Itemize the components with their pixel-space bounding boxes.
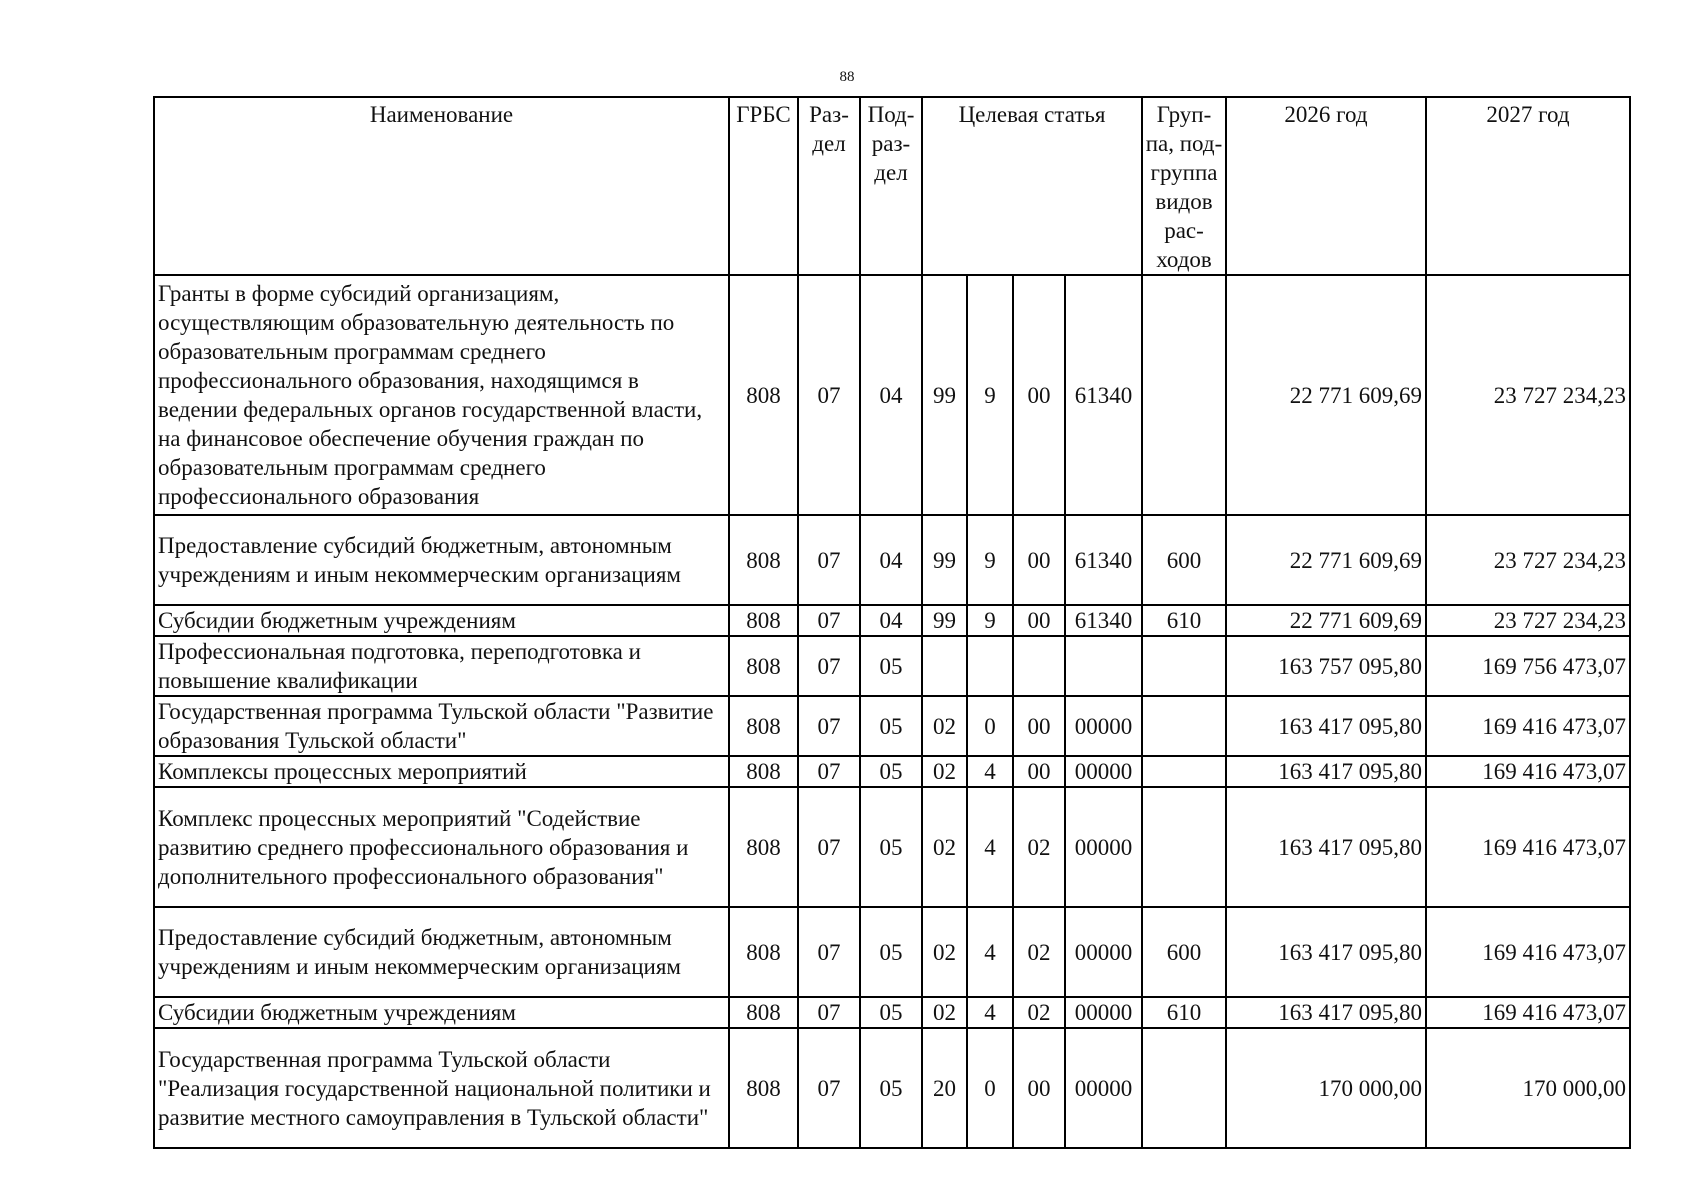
- row-cs-program: 02: [922, 756, 967, 787]
- row-podrazdel: 05: [860, 907, 922, 997]
- row-razdel: 07: [798, 605, 860, 636]
- row-cs-direction: [1065, 636, 1142, 696]
- row-cs-element: 02: [1013, 997, 1065, 1028]
- table-row: [154, 636, 1630, 696]
- row-amount-2027: 170 000,00: [1426, 1028, 1630, 1148]
- row-amount-2027: 23 727 234,23: [1426, 275, 1630, 515]
- header-vid-rashodov: Груп- па, под- группа видов рас- ходов: [1142, 97, 1226, 275]
- row-grbs: 808: [729, 907, 798, 997]
- page-number: 88: [839, 69, 855, 85]
- table-row: [154, 787, 1630, 907]
- row-cs-type: 0: [967, 1028, 1013, 1148]
- row-cs-element: 00: [1013, 1028, 1065, 1148]
- row-vid-rashodov: 600: [1142, 907, 1226, 997]
- row-name: Субсидии бюджетным учреждениям: [154, 605, 729, 636]
- row-name: Субсидии бюджетным учреждениям: [154, 997, 729, 1028]
- row-cs-program: 02: [922, 907, 967, 997]
- header-name: Наименование: [154, 97, 729, 275]
- row-amount-2026: 163 417 095,80: [1226, 907, 1426, 997]
- table-row: [154, 515, 1630, 605]
- row-amount-2027: 169 416 473,07: [1426, 696, 1630, 756]
- row-cs-type: 4: [967, 997, 1013, 1028]
- row-cs-program: [922, 636, 967, 696]
- row-cs-direction: 00000: [1065, 787, 1142, 907]
- table-header-row: [154, 97, 1630, 275]
- row-cs-type: 4: [967, 907, 1013, 997]
- table-row: [154, 605, 1630, 636]
- row-cs-program: 02: [922, 696, 967, 756]
- row-podrazdel: 04: [860, 275, 922, 515]
- row-podrazdel: 05: [860, 787, 922, 907]
- row-vid-rashodov: 610: [1142, 605, 1226, 636]
- row-cs-direction: 61340: [1065, 515, 1142, 605]
- row-amount-2027: 169 416 473,07: [1426, 907, 1630, 997]
- row-vid-rashodov: [1142, 1028, 1226, 1148]
- row-cs-element: [1013, 636, 1065, 696]
- row-cs-element: 00: [1013, 605, 1065, 636]
- table-row: [154, 275, 1630, 515]
- row-name: Государственная программа Тульской области "Реализация государственной национальной политики и развитие местного самоуправления в Тульской области": [154, 1028, 729, 1148]
- header-podrazdel: Под- раз- дел: [860, 97, 922, 275]
- row-name: Комплекс процессных мероприятий "Содействие развитию среднего профессионального образования и дополнительного профессионального образования": [154, 787, 729, 907]
- header-grbs: ГРБС: [729, 97, 798, 275]
- table-row: [154, 756, 1630, 787]
- row-cs-direction: 00000: [1065, 1028, 1142, 1148]
- row-cs-element: 00: [1013, 756, 1065, 787]
- row-razdel: 07: [798, 1028, 860, 1148]
- row-cs-type: 4: [967, 787, 1013, 907]
- row-podrazdel: 05: [860, 756, 922, 787]
- row-grbs: 808: [729, 787, 798, 907]
- header-razdel: Раз- дел: [798, 97, 860, 275]
- row-cs-direction: 00000: [1065, 756, 1142, 787]
- header-year-2027: 2027 год: [1426, 97, 1630, 275]
- row-amount-2027: 23 727 234,23: [1426, 515, 1630, 605]
- row-cs-element: 00: [1013, 515, 1065, 605]
- row-name: Предоставление субсидий бюджетным, автономным учреждениям и иным некоммерческим организациям: [154, 907, 729, 997]
- table-body: [154, 275, 1630, 1148]
- row-cs-program: 20: [922, 1028, 967, 1148]
- row-cs-program: 02: [922, 787, 967, 907]
- row-amount-2027: 169 416 473,07: [1426, 997, 1630, 1028]
- row-amount-2026: 163 417 095,80: [1226, 696, 1426, 756]
- budget-table: [153, 96, 1631, 1149]
- row-vid-rashodov: [1142, 756, 1226, 787]
- row-podrazdel: 04: [860, 515, 922, 605]
- row-cs-type: [967, 636, 1013, 696]
- row-razdel: 07: [798, 696, 860, 756]
- row-razdel: 07: [798, 515, 860, 605]
- row-podrazdel: 04: [860, 605, 922, 636]
- row-cs-element: 00: [1013, 275, 1065, 515]
- row-razdel: 07: [798, 756, 860, 787]
- row-amount-2027: 23 727 234,23: [1426, 605, 1630, 636]
- row-grbs: 808: [729, 756, 798, 787]
- row-cs-type: 9: [967, 515, 1013, 605]
- row-amount-2027: 169 756 473,07: [1426, 636, 1630, 696]
- row-cs-element: 02: [1013, 787, 1065, 907]
- row-grbs: 808: [729, 515, 798, 605]
- row-cs-direction: 00000: [1065, 696, 1142, 756]
- row-cs-type: 9: [967, 275, 1013, 515]
- table-row: [154, 696, 1630, 756]
- row-vid-rashodov: [1142, 787, 1226, 907]
- row-podrazdel: 05: [860, 997, 922, 1028]
- row-name: Государственная программа Тульской области "Развитие образования Тульской области": [154, 696, 729, 756]
- row-cs-element: 02: [1013, 907, 1065, 997]
- row-cs-type: 9: [967, 605, 1013, 636]
- row-vid-rashodov: 600: [1142, 515, 1226, 605]
- row-podrazdel: 05: [860, 1028, 922, 1148]
- row-cs-direction: 00000: [1065, 907, 1142, 997]
- row-amount-2027: 169 416 473,07: [1426, 787, 1630, 907]
- row-razdel: 07: [798, 636, 860, 696]
- row-cs-type: 4: [967, 756, 1013, 787]
- row-grbs: 808: [729, 275, 798, 515]
- row-name: Предоставление субсидий бюджетным, автономным учреждениям и иным некоммерческим организациям: [154, 515, 729, 605]
- row-grbs: 808: [729, 696, 798, 756]
- row-cs-direction: 61340: [1065, 275, 1142, 515]
- header-celevaya: Целевая статья: [922, 97, 1142, 275]
- row-amount-2026: 22 771 609,69: [1226, 515, 1426, 605]
- row-cs-direction: 00000: [1065, 997, 1142, 1028]
- row-name: Гранты в форме субсидий организациям, осуществляющим образовательную деятельность по образовательным программам среднего профессионального образования, находящимся в ведении федеральных органов государственной власти, на финансовое обеспечение обучения граждан по образовательным программам среднего профессионального образования: [154, 275, 729, 515]
- row-grbs: 808: [729, 997, 798, 1028]
- row-vid-rashodov: 610: [1142, 997, 1226, 1028]
- row-grbs: 808: [729, 605, 798, 636]
- row-amount-2026: 163 417 095,80: [1226, 787, 1426, 907]
- row-amount-2026: 163 417 095,80: [1226, 997, 1426, 1028]
- row-name: Комплексы процессных мероприятий: [154, 756, 729, 787]
- row-amount-2026: 170 000,00: [1226, 1028, 1426, 1148]
- row-podrazdel: 05: [860, 636, 922, 696]
- row-amount-2026: 22 771 609,69: [1226, 275, 1426, 515]
- row-amount-2027: 169 416 473,07: [1426, 756, 1630, 787]
- table-row: [154, 1028, 1630, 1148]
- row-razdel: 07: [798, 787, 860, 907]
- row-cs-program: 99: [922, 515, 967, 605]
- table-row: [154, 907, 1630, 997]
- row-name: Профессиональная подготовка, переподготовка и повышение квалификации: [154, 636, 729, 696]
- row-vid-rashodov: [1142, 696, 1226, 756]
- row-razdel: 07: [798, 275, 860, 515]
- row-cs-direction: 61340: [1065, 605, 1142, 636]
- row-grbs: 808: [729, 1028, 798, 1148]
- table-row: [154, 997, 1630, 1028]
- row-grbs: 808: [729, 636, 798, 696]
- row-cs-program: 02: [922, 997, 967, 1028]
- row-cs-program: 99: [922, 275, 967, 515]
- header-year-2026: 2026 год: [1226, 97, 1426, 275]
- row-amount-2026: 163 757 095,80: [1226, 636, 1426, 696]
- row-cs-element: 00: [1013, 696, 1065, 756]
- row-razdel: 07: [798, 907, 860, 997]
- row-amount-2026: 163 417 095,80: [1226, 756, 1426, 787]
- row-razdel: 07: [798, 997, 860, 1028]
- row-cs-type: 0: [967, 696, 1013, 756]
- row-cs-program: 99: [922, 605, 967, 636]
- row-amount-2026: 22 771 609,69: [1226, 605, 1426, 636]
- row-vid-rashodov: [1142, 275, 1226, 515]
- row-podrazdel: 05: [860, 696, 922, 756]
- row-vid-rashodov: [1142, 636, 1226, 696]
